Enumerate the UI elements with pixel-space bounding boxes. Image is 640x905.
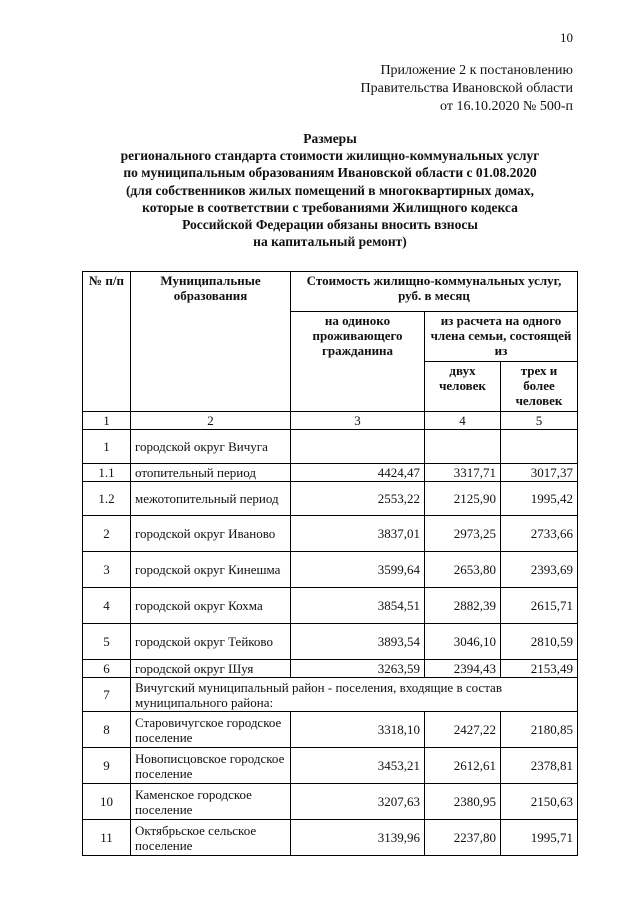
row-single: 3893,54	[291, 624, 425, 660]
row-no: 2	[83, 516, 131, 552]
title-line: на капитальный ремонт)	[253, 234, 407, 250]
column-number: 4	[425, 412, 501, 430]
column-number: 5	[501, 412, 578, 430]
row-name: городской округ Иваново	[131, 516, 291, 552]
header-municipality: Муниципальные образования	[131, 272, 291, 412]
appendix-line: от 16.10.2020 № 500-п	[440, 99, 573, 114]
row-two: 2612,61	[425, 748, 501, 784]
row-three: 2810,59	[501, 624, 578, 660]
title-line: Размеры	[303, 131, 357, 146]
document-title	[80, 130, 580, 250]
row-single: 3837,01	[291, 516, 425, 552]
row-three: 3017,37	[501, 464, 578, 482]
title-line: которые в соответствии с требованиями Жилищного кодекса	[142, 199, 518, 215]
row-two: 2653,80	[425, 552, 501, 588]
row-no: 1	[83, 430, 131, 464]
row-name: Новописцовское городское поселение	[131, 748, 291, 784]
appendix-line: Приложение 2 к постановлению	[380, 63, 573, 78]
table-row	[83, 464, 578, 482]
row-three: 2150,63	[501, 784, 578, 820]
row-name: городской округ Кохма	[131, 588, 291, 624]
row-name: Октябрьское сельское поселение	[131, 820, 291, 856]
row-three: 1995,42	[501, 482, 578, 516]
title-line: регионального стандарта стоимости жилищно-коммунальных услуг	[120, 148, 540, 164]
row-name: городской округ Вичуга	[131, 430, 291, 464]
row-single: 4424,47	[291, 464, 425, 482]
row-three: 2615,71	[501, 588, 578, 624]
title-line: Российской Федерации обязаны вносить взносы	[182, 217, 478, 233]
column-number: 3	[291, 412, 425, 430]
row-three: 2733,66	[501, 516, 578, 552]
row-three: 2378,81	[501, 748, 578, 784]
row-single: 3139,96	[291, 820, 425, 856]
row-two: 2973,25	[425, 516, 501, 552]
table-row	[83, 660, 578, 678]
header-three: трех и более человек	[501, 362, 578, 412]
page-number: 10	[560, 30, 573, 45]
appendix-note	[361, 62, 573, 116]
row-no: 9	[83, 748, 131, 784]
row-no: 1.1	[83, 464, 131, 482]
table-row	[83, 784, 578, 820]
row-no: 5	[83, 624, 131, 660]
row-two: 2427,22	[425, 712, 501, 748]
section-row	[83, 678, 578, 712]
table-row	[83, 820, 578, 856]
row-name: городской округ Тейково	[131, 624, 291, 660]
row-name: Старовичугское городское поселение	[131, 712, 291, 748]
row-name: отопительный период	[131, 464, 291, 482]
section-text: Вичугский муниципальный район - поселения, входящие в состав муниципального района:	[131, 678, 578, 712]
row-no: 4	[83, 588, 131, 624]
appendix-line: Правительства Ивановской области	[360, 81, 573, 96]
row-name: городской округ Шуя	[131, 660, 291, 678]
row-single	[291, 430, 425, 464]
row-no: 3	[83, 552, 131, 588]
row-single: 3453,21	[291, 748, 425, 784]
row-no: 11	[83, 820, 131, 856]
table-row	[83, 624, 578, 660]
row-three	[501, 430, 578, 464]
row-name: Каменское городское поселение	[131, 784, 291, 820]
row-single: 3854,51	[291, 588, 425, 624]
header-no: № п/п	[83, 272, 131, 412]
row-name: городской округ Кинешма	[131, 552, 291, 588]
table-row	[83, 712, 578, 748]
row-single: 3599,64	[291, 552, 425, 588]
row-three: 2180,85	[501, 712, 578, 748]
table-row	[83, 552, 578, 588]
title-line: по муниципальным образованиям Ивановской области с 01.08.2020	[123, 165, 537, 181]
row-two: 2882,39	[425, 588, 501, 624]
row-two: 3317,71	[425, 464, 501, 482]
row-two	[425, 430, 501, 464]
row-single: 2553,22	[291, 482, 425, 516]
cost-table	[82, 271, 578, 856]
row-two: 2394,43	[425, 660, 501, 678]
header-single: на одиноко проживающего гражданина	[291, 312, 425, 412]
row-three: 1995,71	[501, 820, 578, 856]
row-two: 3046,10	[425, 624, 501, 660]
row-three: 2153,49	[501, 660, 578, 678]
title-line: (для собственников жилых помещений в многоквартирных домах,	[125, 182, 535, 198]
row-two: 2380,95	[425, 784, 501, 820]
row-two: 2237,80	[425, 820, 501, 856]
column-number: 2	[131, 412, 291, 430]
row-no: 7	[83, 678, 131, 712]
row-single: 3318,10	[291, 712, 425, 748]
column-number-row	[83, 412, 578, 430]
header-per-member: из расчета на одного члена семьи, состоящей из	[425, 312, 578, 362]
row-no: 8	[83, 712, 131, 748]
table-row	[83, 430, 578, 464]
table-row	[83, 588, 578, 624]
row-name: межотопительный период	[131, 482, 291, 516]
table-row	[83, 516, 578, 552]
row-no: 6	[83, 660, 131, 678]
row-single: 3263,59	[291, 660, 425, 678]
row-no: 10	[83, 784, 131, 820]
row-single: 3207,63	[291, 784, 425, 820]
row-three: 2393,69	[501, 552, 578, 588]
table-row	[83, 482, 578, 516]
header-cost: Стоимость жилищно-коммунальных услуг, руб. в месяц	[291, 272, 578, 312]
table-row	[83, 748, 578, 784]
row-two: 2125,90	[425, 482, 501, 516]
column-number: 1	[83, 412, 131, 430]
row-no: 1.2	[83, 482, 131, 516]
header-two: двух человек	[425, 362, 501, 412]
